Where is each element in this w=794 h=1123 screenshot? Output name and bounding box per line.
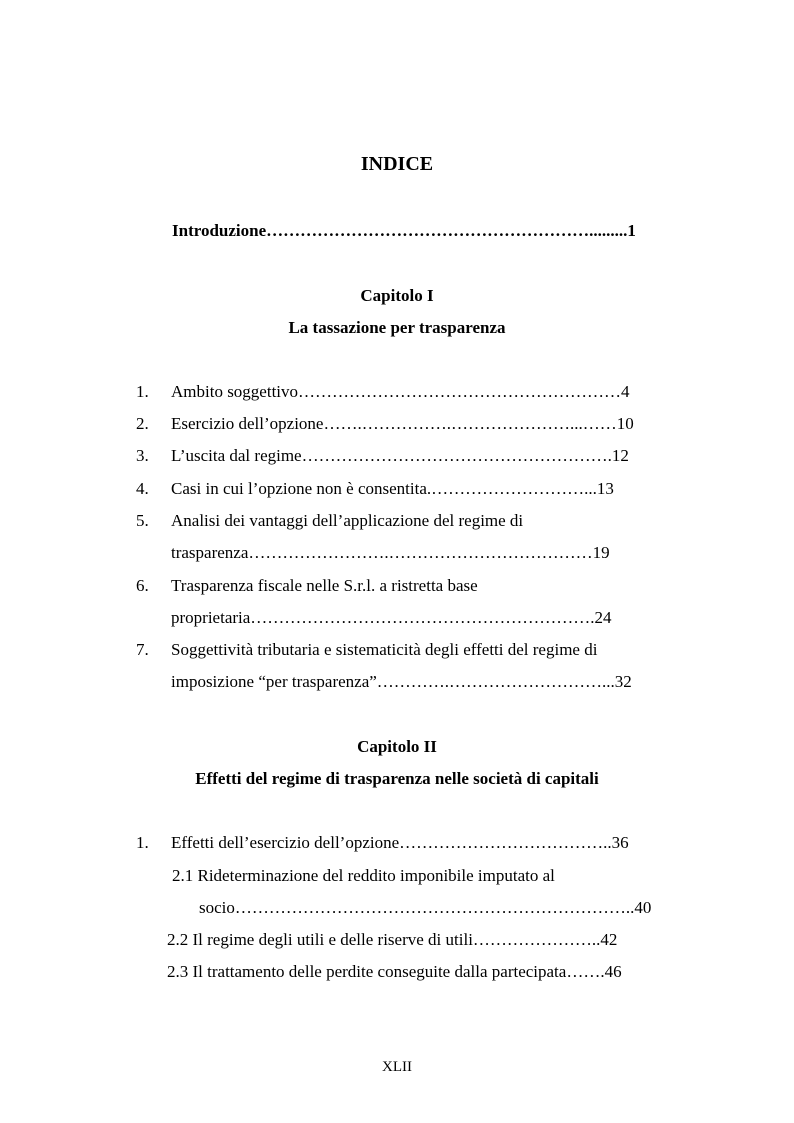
- chapter2-subtitle: Effetti del regime di trasparenza nelle società di capitali: [195, 769, 599, 788]
- toc-entry-number: 2.: [136, 414, 149, 433]
- toc-entry-number: 5.: [136, 511, 149, 530]
- toc-subentry-text: 2.1 Rideterminazione del reddito imponibile imputato al: [172, 866, 555, 885]
- toc-entry-text: Ambito soggettivo…………………………………………………4: [171, 382, 630, 401]
- toc-entry-number: 1.: [136, 833, 149, 852]
- toc-entry-text: Esercizio dell’opzione…….…………….…………………...……10: [171, 414, 634, 433]
- intro-text: Introduzione………………………………………………….........1: [172, 221, 636, 240]
- toc-entry-text-continued: trasparenza…………………….………………………………19: [171, 543, 610, 562]
- toc-entry-number: 4.: [136, 479, 149, 498]
- intro-entry: [172, 221, 636, 241]
- toc-entry-number: 6.: [136, 576, 149, 595]
- toc-entry-text: Casi in cui l’opzione non è consentita.………………………...13: [171, 479, 614, 498]
- toc-subentry-text-continued: socio……………………………………………………………..40: [199, 898, 652, 917]
- toc-entry-text: Soggettività tributaria e sistematicità degli effetti del regime di: [171, 640, 598, 659]
- toc-entry-text: L’uscita dal regime……………………………………………….12: [171, 446, 629, 465]
- toc-entry-number: 7.: [136, 640, 149, 659]
- toc-entry-text-continued: proprietaria…………………………………………………….24: [171, 608, 612, 627]
- toc-entry-number: 3.: [136, 446, 149, 465]
- chapter1-subtitle: La tassazione per trasparenza: [288, 318, 506, 337]
- toc-entry-number: 1.: [136, 382, 149, 401]
- page-number: XLII: [382, 1059, 412, 1075]
- toc-subentry-text: 2.3 Il trattamento delle perdite conseguite dalla partecipata…….46: [167, 962, 622, 981]
- toc-subentry-text: 2.2 Il regime degli utili e delle riserve di utili…………………..42: [167, 930, 618, 949]
- toc-entry-text: Trasparenza fiscale nelle S.r.l. a ristretta base: [171, 576, 478, 595]
- toc-entry-text: Effetti dell’esercizio dell’opzione………………………………..36: [171, 833, 629, 852]
- page-title: INDICE: [360, 153, 434, 175]
- chapter1-heading: Capitolo I: [360, 286, 434, 305]
- chapter2-heading: Capitolo II: [357, 737, 437, 756]
- toc-entry-text: Analisi dei vantaggi dell’applicazione del regime di: [171, 511, 524, 530]
- toc-entry-text-continued: imposizione “per trasparenza”………….………………………...32: [171, 672, 632, 691]
